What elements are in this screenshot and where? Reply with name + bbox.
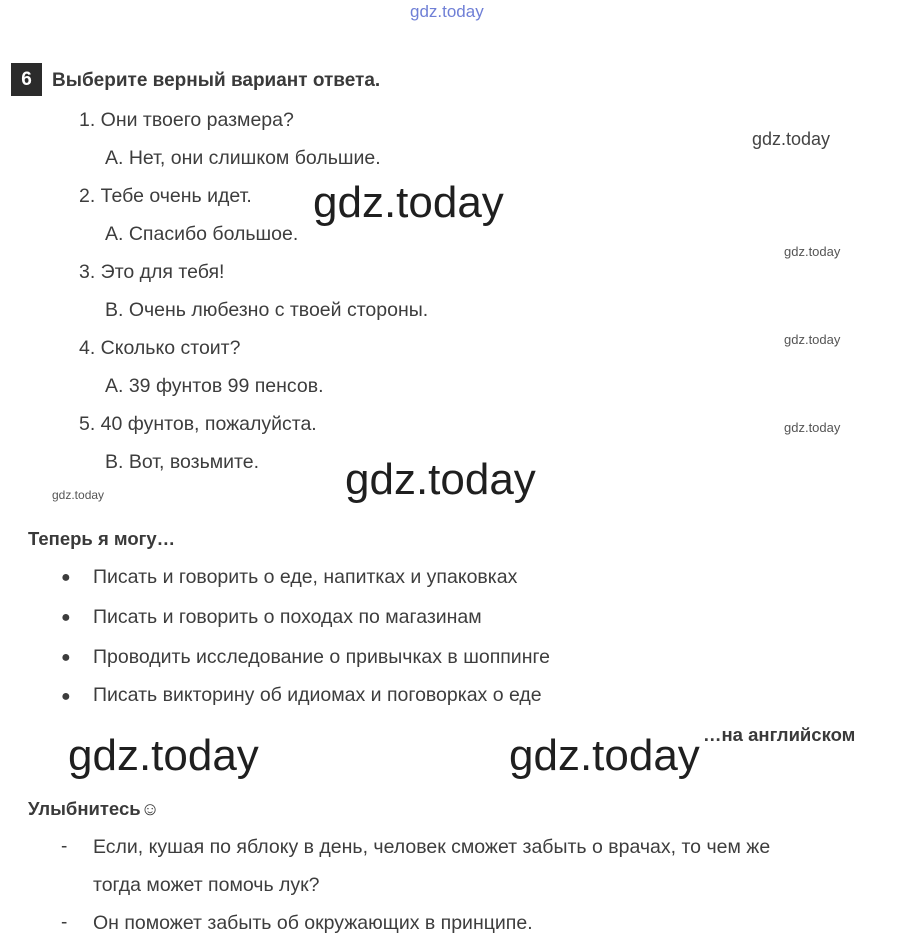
can-do-item: Писать и говорить о еде, напитках и упаковках bbox=[93, 566, 518, 588]
question-3: 3. Это для тебя! bbox=[79, 261, 225, 283]
watermark: gdz.today bbox=[345, 455, 536, 504]
question-1: 1. Они твоего размера? bbox=[79, 109, 294, 131]
bullet-icon: ● bbox=[61, 688, 71, 705]
bullet-icon: ● bbox=[61, 649, 71, 666]
watermark: gdz.today bbox=[784, 244, 841, 259]
joke-line: тогда может помочь лук? bbox=[93, 874, 320, 896]
watermark: gdz.today bbox=[752, 129, 831, 149]
watermark: gdz.today bbox=[784, 332, 841, 347]
watermark: gdz.today bbox=[52, 488, 105, 502]
dash-icon: - bbox=[61, 912, 68, 933]
can-do-item: Проводить исследование о привычках в шоппинге bbox=[93, 646, 551, 668]
answer-1: A. Нет, они слишком большие. bbox=[105, 147, 381, 169]
can-do-item: Писать викторину об идиомах и поговорках о еде bbox=[93, 684, 542, 706]
joke-line: Если, кушая по яблоку в день, человек сможет забыть о врачах, то чем же bbox=[93, 836, 771, 858]
watermark: gdz.today bbox=[68, 731, 259, 780]
dash-icon: - bbox=[61, 836, 68, 857]
answer-5: B. Вот, возьмите. bbox=[105, 451, 260, 473]
watermark: gdz.today bbox=[313, 178, 504, 227]
bullet-icon: ● bbox=[61, 609, 71, 626]
answer-3: B. Очень любезно с твоей стороны. bbox=[105, 299, 429, 321]
can-do-title: Теперь я могу… bbox=[28, 528, 176, 549]
watermark: gdz.today bbox=[784, 420, 841, 435]
question-5: 5. 40 фунтов, пожалуйста. bbox=[79, 413, 317, 435]
answer-4: A. 39 фунтов 99 пенсов. bbox=[105, 375, 324, 397]
exercise-number-badge: 6 bbox=[11, 63, 42, 96]
watermark-top: gdz.today bbox=[410, 2, 484, 21]
answer-2: A. Спасибо большое. bbox=[105, 223, 299, 245]
can-do-item: Писать и говорить о походах по магазинам bbox=[93, 606, 482, 628]
watermark: gdz.today bbox=[509, 731, 700, 780]
bullet-icon: ● bbox=[61, 569, 71, 586]
in-english-note: …на английском bbox=[703, 724, 856, 745]
question-4: 4. Сколько стоит? bbox=[79, 337, 241, 359]
question-2: 2. Тебе очень идет. bbox=[79, 185, 252, 207]
exercise-title: Выберите верный вариант ответа. bbox=[52, 70, 381, 91]
smile-title: Улыбнитесь☺ bbox=[28, 798, 160, 819]
joke-line: Он поможет забыть об окружающих в принципе. bbox=[93, 912, 533, 934]
